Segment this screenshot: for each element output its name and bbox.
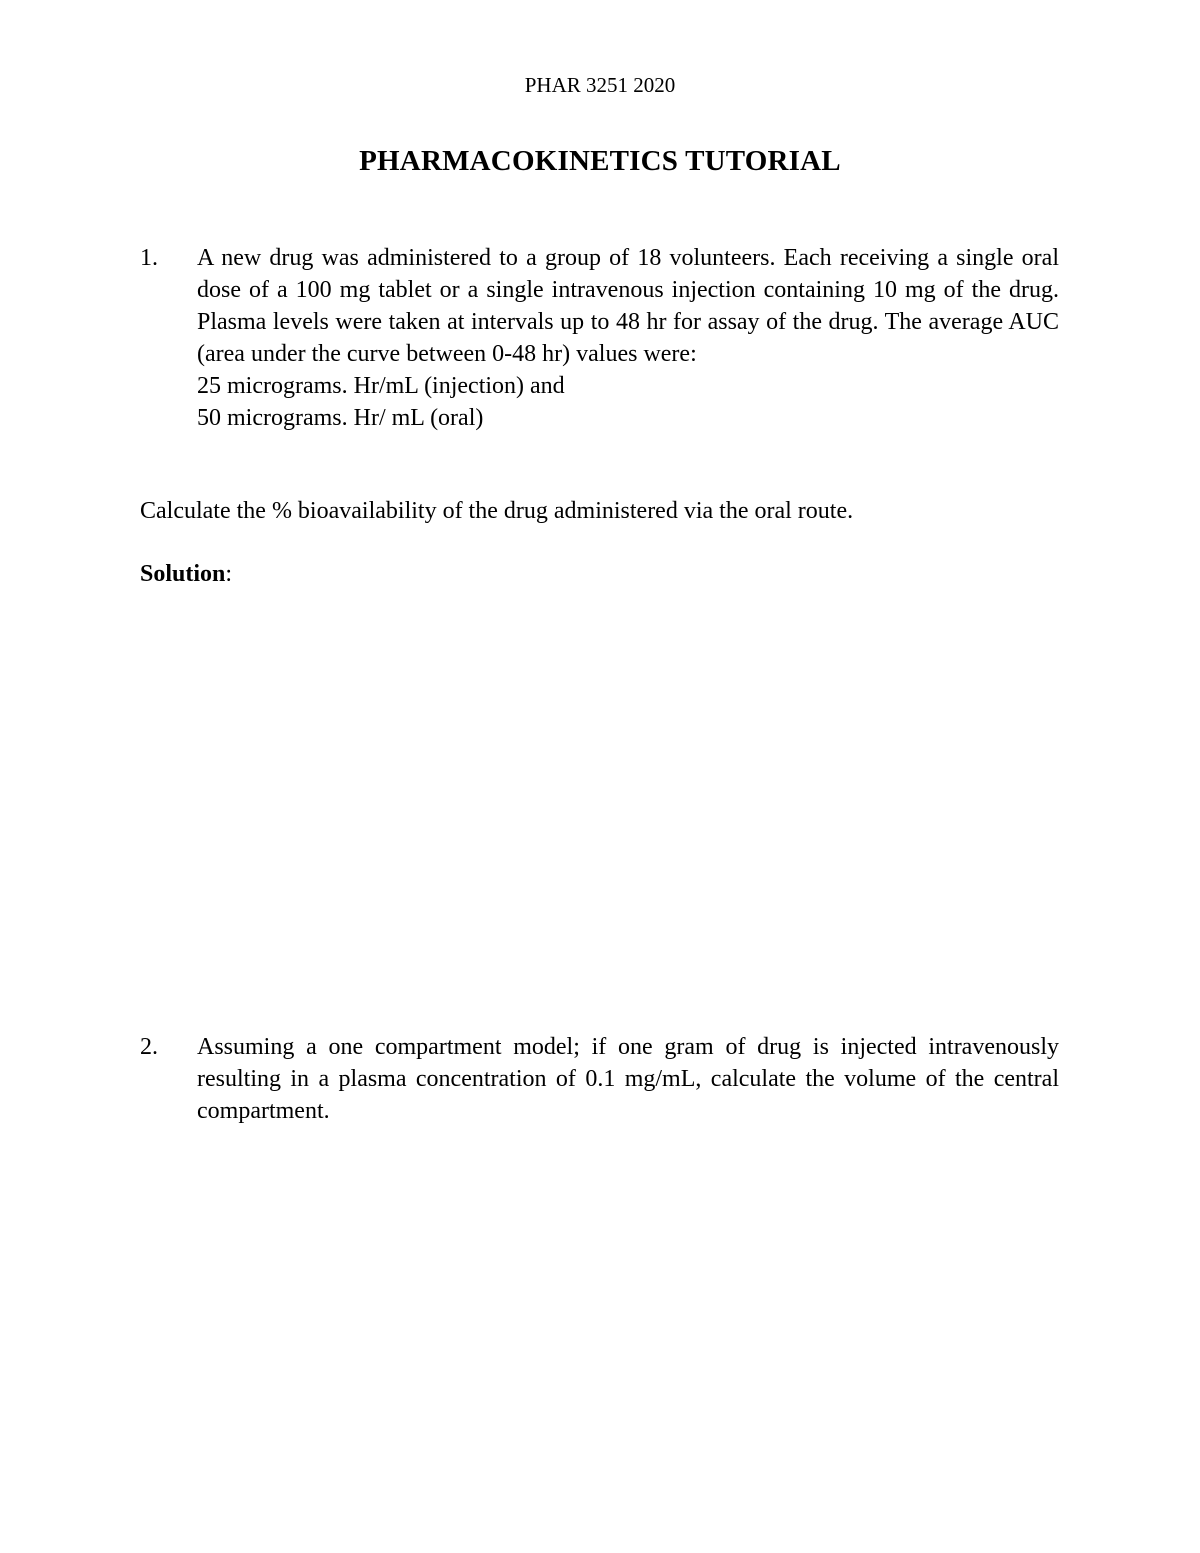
- page-title: PHARMACOKINETICS TUTORIAL: [359, 145, 841, 177]
- auc-oral-value: 50 micrograms. Hr/ mL (oral): [197, 405, 484, 431]
- question-2-text: Assuming a one compartment model; if one gram of drug is injected intravenously resulting in a plasma concentration of 0.1 mg/mL, calculate the volume of the central compartment.: [197, 1034, 1059, 1124]
- bioavailability-instruction: Calculate the % bioavailability of the drug administered via the oral route.: [140, 498, 854, 524]
- solution-heading: [140, 558, 1060, 590]
- question-1-text: A new drug was administered to a group of 18 volunteers. Each receiving a single oral dose of a 100 mg tablet or a single intravenous injection containing 10 mg of the drug. Plasma levels were taken at intervals up to 48 hr for assay of the drug. The average AUC (area under the curve between 0-48 hr) values were:: [197, 245, 1059, 367]
- auc-injection-value: 25 micrograms. Hr/mL (injection) and: [197, 373, 565, 399]
- question-1-number: 1.: [140, 245, 158, 271]
- question-2-body: [197, 1031, 1059, 1127]
- solution-colon: :: [225, 561, 233, 587]
- solution-label: Solution: [140, 561, 226, 587]
- question-1-body: [197, 242, 1059, 434]
- course-header: PHAR 3251 2020: [524, 73, 676, 97]
- question-2-number: 2.: [140, 1034, 158, 1060]
